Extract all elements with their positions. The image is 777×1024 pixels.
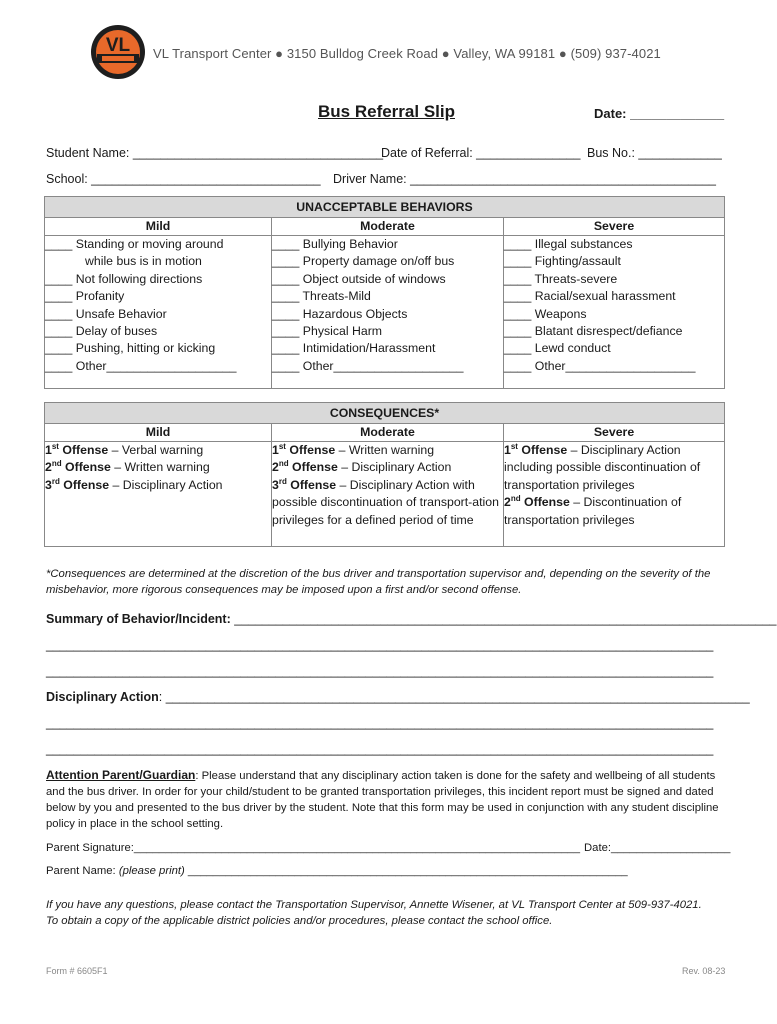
- mild-behaviors-list: [45, 236, 272, 389]
- list-item[interactable]: ____ Standing or moving around: [45, 237, 224, 251]
- list-item[interactable]: ____ Illegal substances: [504, 237, 633, 251]
- list-item[interactable]: ____ Unsafe Behavior: [45, 306, 167, 321]
- list-item[interactable]: ____ Threats-Mild: [272, 289, 371, 304]
- behaviors-heading: UNACCEPTABLE BEHAVIORS: [45, 197, 725, 218]
- behaviors-col-mild: Mild: [45, 218, 272, 236]
- consequences-table: [44, 402, 725, 547]
- list-item[interactable]: ____ Racial/sexual harassment: [504, 289, 676, 304]
- contact-info: If you have any questions, please contact the Transportation Supervisor, Annette Wisener, at VL Transport Center at 509-937-4021. To obtain a copy of the applicable district policies and/or procedures, please contact the school office.: [46, 899, 702, 927]
- severe-behaviors-list: [504, 236, 725, 389]
- list-item: while bus is in motion: [85, 254, 202, 269]
- list-item: 1st Offense – Verbal warning: [45, 441, 204, 457]
- list-item: 2nd Offense – Written warning: [45, 459, 210, 475]
- mild-consequences: [45, 442, 272, 547]
- summary-line[interactable]: ________________________________________________________________________________________________: [46, 638, 714, 652]
- list-item[interactable]: ____ Pushing, hitting or kicking: [45, 341, 216, 356]
- student-name-field[interactable]: Student Name: ____________________________________: [46, 146, 384, 160]
- list-item[interactable]: ____ Fighting/assault: [504, 254, 621, 269]
- disciplinary-action-field[interactable]: Disciplinary Action: ____________________________________________________________________________________: [46, 690, 750, 704]
- list-item[interactable]: ____ Bullying Behavior: [272, 237, 398, 251]
- summary-line[interactable]: ________________________________________________________________________________________________: [46, 664, 714, 678]
- list-item[interactable]: ____ Other___________________: [45, 358, 237, 373]
- list-item[interactable]: ____ Delay of buses: [45, 324, 158, 339]
- date-of-referral-field[interactable]: Date of Referral: _______________: [381, 146, 581, 160]
- bus-no-field[interactable]: Bus No.: ____________: [587, 146, 722, 160]
- consequences-heading: CONSEQUENCES*: [45, 403, 725, 424]
- list-item: 3rd Offense – Disciplinary Action with possible discontinuation of transport-ation privileges for a defined period of time: [272, 476, 499, 527]
- form-number: Form # 6605F1: [46, 966, 108, 976]
- driver-name-field[interactable]: Driver Name: ____________________________________________: [333, 172, 716, 186]
- behaviors-col-severe: Severe: [504, 218, 725, 236]
- vl-logo: [90, 24, 146, 80]
- school-field[interactable]: School: _________________________________: [46, 172, 321, 186]
- list-item: 1st Offense – Written warning: [272, 441, 435, 457]
- page-title: Bus Referral Slip: [318, 102, 455, 121]
- list-item[interactable]: ____ Intimidation/Harassment: [272, 341, 436, 356]
- list-item: 1st Offense – Disciplinary Action including possible discontinuation of transportation privileges: [504, 441, 701, 492]
- summary-field[interactable]: Summary of Behavior/Incident: ______________________________________________________________________________: [46, 612, 777, 626]
- list-item[interactable]: ____ Not following directions: [45, 271, 203, 286]
- behaviors-table: [44, 196, 725, 389]
- revision-date: Rev. 08-23: [682, 966, 726, 976]
- consequences-col-moderate: Moderate: [272, 424, 504, 442]
- list-item[interactable]: ____ Weapons: [504, 306, 587, 321]
- list-item[interactable]: ____ Other___________________: [504, 358, 696, 373]
- svg-text:VL: VL: [105, 35, 131, 56]
- disciplinary-line[interactable]: ________________________________________________________________________________________________: [46, 742, 714, 756]
- attention-paragraph: Attention Parent/Guardian: Please understand that any disciplinary action taken is done for the safety and wellbeing of all students and the bus driver. In order for your child/student to be granted transportation privileges, this incident report must be signed and dated below by you and presented to the bus driver by the student. Note that this form may be used in conjunction with any student discipline policy in place in the school setting.: [46, 768, 719, 830]
- header-address: VL Transport Center ● 3150 Bulldog Creek Road ● Valley, WA 99181 ● (509) 937-4021: [153, 46, 661, 61]
- moderate-consequences: [272, 442, 504, 547]
- list-item: 2nd Offense – Discontinuation of transportation privileges: [504, 494, 682, 527]
- list-item[interactable]: ____ Blatant disrespect/defiance: [504, 324, 683, 339]
- moderate-behaviors-list: [272, 236, 504, 389]
- list-item[interactable]: ____ Physical Harm: [272, 324, 383, 339]
- parent-name-field[interactable]: Parent Name: (please print) ______________________________________________________________________: [46, 865, 628, 877]
- consequences-note: *Consequences are determined at the discretion of the bus driver and transportation supervisor and, depending on the severity of the misbehavior, more rigorous consequences may be imposed upon a first and/or second offense.: [46, 568, 711, 596]
- list-item[interactable]: ____ Hazardous Objects: [272, 306, 408, 321]
- list-item[interactable]: ____ Profanity: [45, 289, 125, 304]
- severe-consequences: [504, 442, 725, 547]
- list-item: 3rd Offense – Disciplinary Action: [45, 476, 223, 492]
- list-item: 2nd Offense – Disciplinary Action: [272, 459, 452, 475]
- disciplinary-line[interactable]: ________________________________________________________________________________________________: [46, 716, 714, 730]
- consequences-col-mild: Mild: [45, 424, 272, 442]
- list-item[interactable]: ____ Other___________________: [272, 358, 464, 373]
- parent-date-field[interactable]: Date:___________________: [584, 842, 731, 854]
- behaviors-col-moderate: Moderate: [272, 218, 504, 236]
- list-item[interactable]: ____ Threats-severe: [504, 271, 618, 286]
- list-item[interactable]: ____ Lewd conduct: [504, 341, 611, 356]
- list-item[interactable]: ____ Property damage on/off bus: [272, 254, 455, 269]
- list-item[interactable]: ____ Object outside of windows: [272, 271, 446, 286]
- date-field[interactable]: Date: _____________: [594, 106, 725, 121]
- consequences-col-severe: Severe: [504, 424, 725, 442]
- parent-signature-field[interactable]: Parent Signature:_______________________________________________________________________: [46, 842, 580, 854]
